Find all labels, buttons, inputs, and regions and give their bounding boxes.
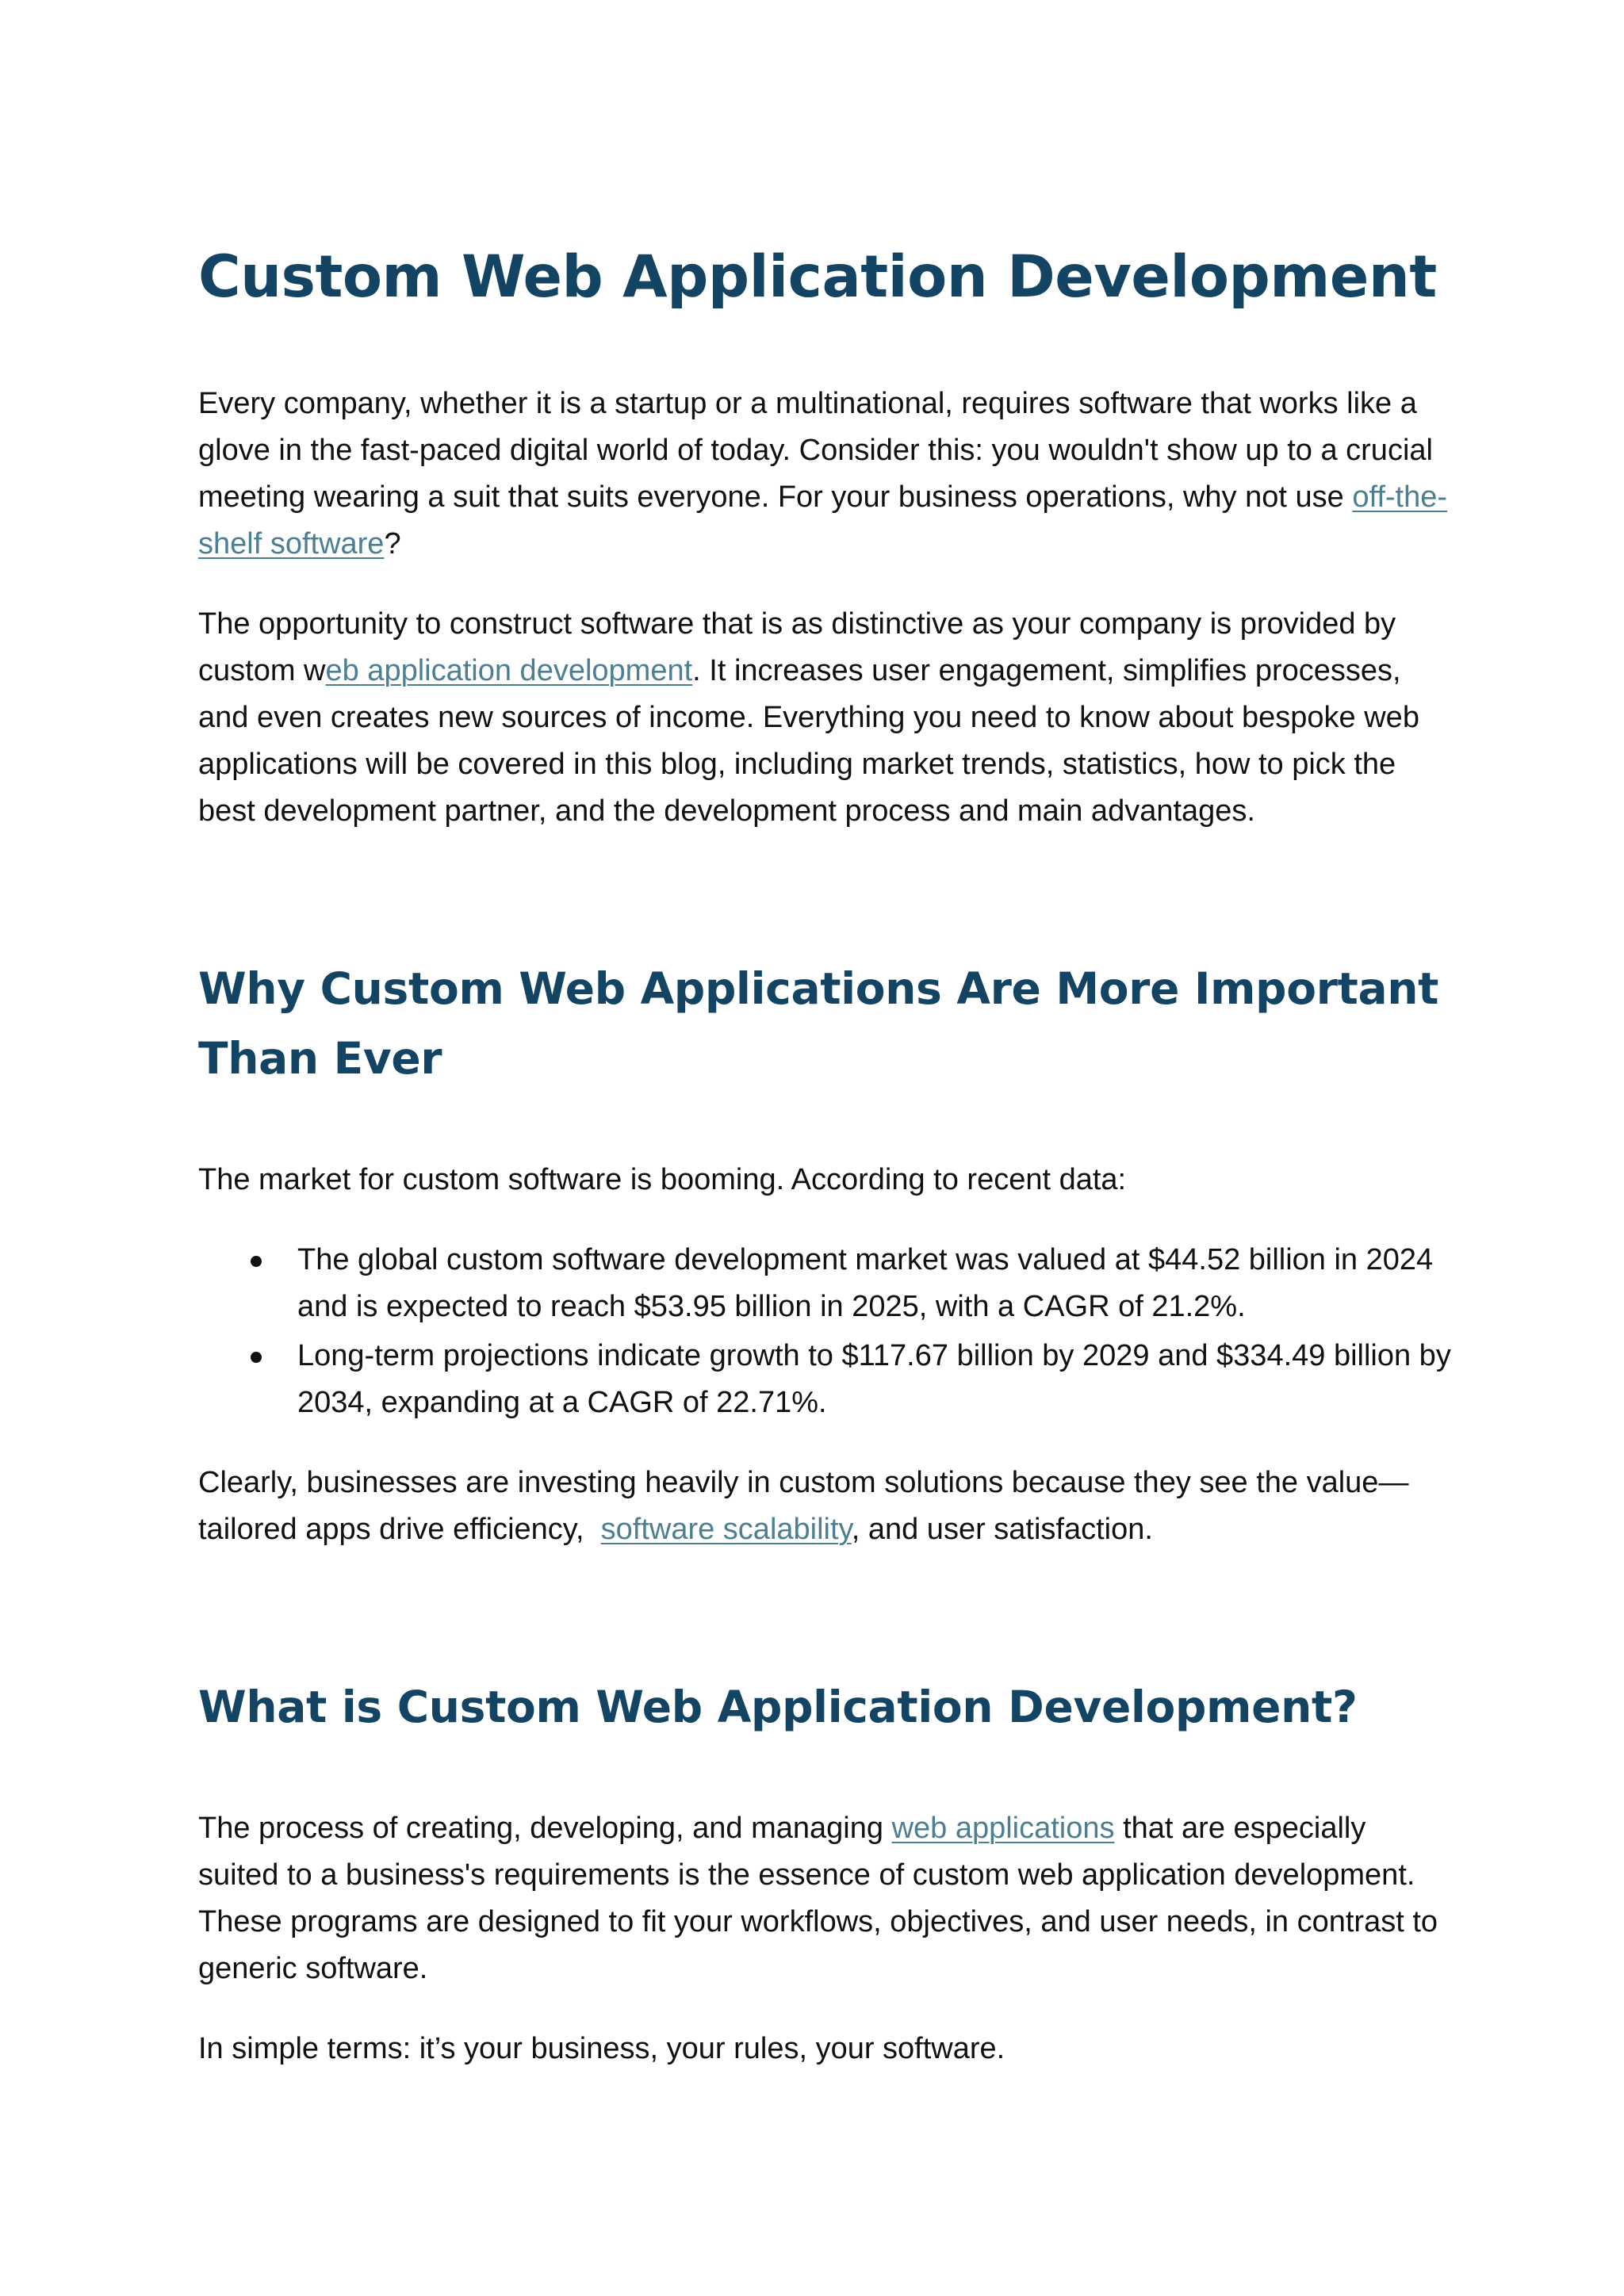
section-heading-what: What is Custom Web Application Development? (198, 1682, 1358, 1732)
bullet-icon (251, 1256, 262, 1267)
list-item (198, 1333, 1451, 1426)
section-what-paragraph-1 (198, 1805, 1451, 1992)
page-title: Custom Web Application Development (198, 243, 1437, 311)
section-heading-why: Why Custom Web Applications Are More Important Than Ever (198, 963, 1439, 1084)
list-item (198, 1237, 1451, 1330)
web-applications-link[interactable]: web applications (891, 1812, 1115, 1845)
intro-paragraph-1 (198, 381, 1451, 568)
list-item-text: Long-term projections indicate growth to $117.67 billion by 2029 and $334.49 billion by 2034, expanding at a CAGR of 22.71%. (297, 1339, 1451, 1419)
software-scalability-link[interactable]: software scalability (600, 1513, 852, 1546)
section-why-lead: The market for custom software is booming. According to recent data: (198, 1163, 1127, 1196)
what-p1-end: that are especially suited to a business's requirements is the essence of custom web application development. These programs are designed to fit your workflows, objectives, and user needs, in contrast to generic software. (198, 1812, 1438, 1985)
intro-paragraph-2 (198, 601, 1451, 835)
section-what-paragraph-2: In simple terms: it’s your business, your rules, your software. (198, 2032, 1005, 2065)
document-page (198, 238, 1451, 2106)
list-item-text: The global custom software development market was valued at $44.52 billion in 2024 and is expected to reach $53.95 billion in 2025, with a CAGR of 21.2%. (297, 1243, 1434, 1323)
closing-text: Clearly, businesses are investing heavily in custom solutions because they see the value—tailored apps drive efficiency, (198, 1466, 1409, 1546)
bullet-icon (251, 1352, 262, 1363)
intro-p2-end: . It increases user engagement, simplifies processes, and even creates new sources of income. Everything you need to know about bespoke web applications will be covered in this blog, including market trends, statistics, how to pick the best development partner, and the development process and main advantages. (198, 654, 1419, 828)
section-why-closing (198, 1460, 1451, 1553)
intro-p2-text: The opportunity to construct software that is as distinctive as your company is provided by custom w (198, 607, 1396, 687)
what-p1-text: The process of creating, developing, and managing (198, 1812, 892, 1845)
web-application-development-link[interactable]: eb application development (325, 654, 693, 687)
market-stats-list (198, 1237, 1451, 1426)
intro-p1-end: ? (384, 527, 401, 561)
closing-end: , and user satisfaction. (851, 1513, 1153, 1546)
intro-p1-text: Every company, whether it is a startup or a multinational, requires software that works like a glove in the fast-paced digital world of today. Consider this: you wouldn't show up to a crucial meeting wearing a suit that suits everyone. For your business operations, why not use (198, 387, 1433, 514)
off-the-shelf-software-link[interactable]: off-the-shelf software (198, 480, 1448, 561)
